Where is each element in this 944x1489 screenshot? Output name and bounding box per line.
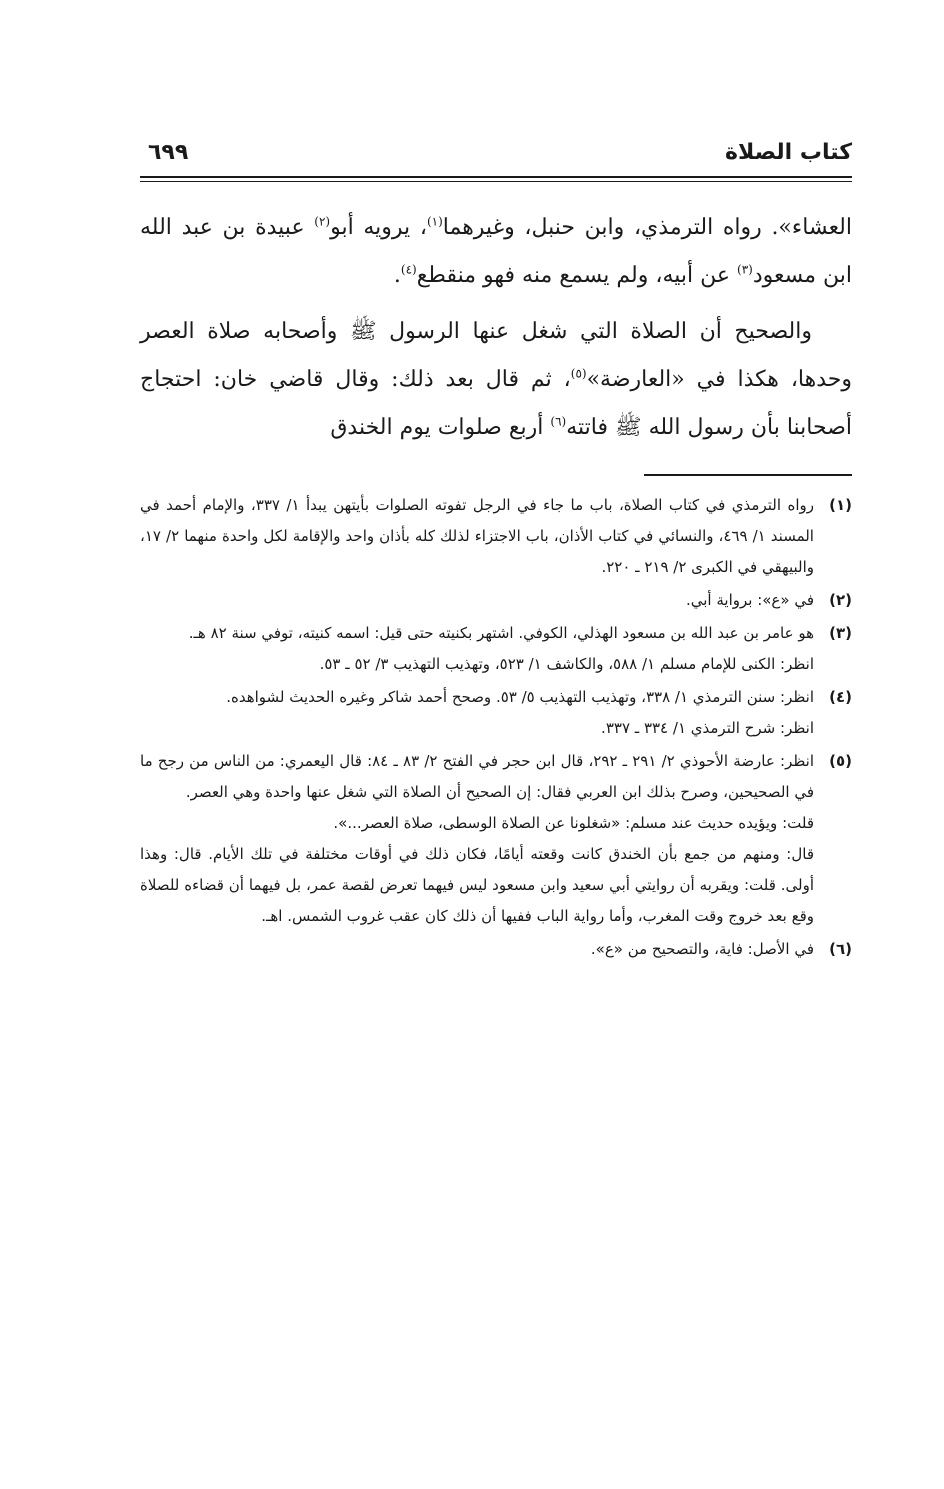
footnote-5 [140,746,852,932]
footnote-number: (١) [829,496,852,514]
text-segment: ، ثم قال بعد ذلك: وقال قاضي خان: احتجاج أصحابنا بأن رسول الله ﷺ فاتته [140,367,852,440]
footnote-ref-3[interactable]: (٣) [737,262,753,277]
text-segment: ، يرويه أبو [330,215,427,240]
footnote-number: (٢) [829,591,852,609]
text-segment: عبيدة بن عبد الله ابن مسعود [140,215,852,288]
footnote-number: (٥) [829,752,852,770]
footnote-number: (٤) [829,688,852,706]
footnote-text: هو عامر بن عبد الله بن مسعود الهذلي، الكوفي. اشتهر بكنيته حتى قيل: اسمه كنيته، توفي سنة ٨٢ هـ. [188,624,814,642]
paragraph-1 [140,204,852,300]
text-segment: أربع صلوات يوم الخندق [330,415,551,440]
main-text [140,204,852,452]
footnote-text: قلت: ويؤيده حديث عند مسلم: «شغلونا عن الصلاة الوسطى، صلاة العصر...». [333,814,814,832]
footnote-text: قال: ومنهم من جمع بأن الخندق كانت وقعته أيامًا، فكان ذلك في أوقات مختلفة في تلك الأيام. قال: وهذا أولى. قلت: ويقربه أن روايتي أبي سعيد وابن مسعود ليس فيهما تعرض لقصة عمر، بل فيهما أن قضاءه للصلاة وقع بعد خروج وقت المغرب، وأما رواية الباب ففيها أن ذلك كان عقب غروب الشمس. اهـ. [140,845,814,925]
footnotes [140,490,852,965]
footnote-text: انظر: شرح الترمذي ١/ ٣٣٤ ـ ٣٣٧. [601,719,814,737]
book-page [140,130,852,967]
page-number: ٦٩٩ [148,140,189,165]
footnote-text: رواه الترمذي في كتاب الصلاة، باب ما جاء في الرجل تفوته الصلوات بأيتهن يبدأ ١/ ٣٣٧، والإمام أحمد في المسند ١/ ٤٦٩، والنسائي في كتاب الأذان، باب الاجتزاء لذلك كله بأذان واحد والإقامة لكل واحدة منهما ٢/ ١٧، والبيهقي في الكبرى ٢/ ٢١٩ ـ ٢٢٠. [140,496,814,576]
footnote-1 [140,490,852,583]
footnote-text: في «ع»: برواية أبي. [685,591,814,609]
footnote-text: في الأصل: فاية، والتصحيح من «ع». [590,940,814,958]
footnote-4 [140,682,852,744]
footnote-ref-6[interactable]: (٦) [550,414,567,429]
chapter-title: كتاب الصلاة [725,140,852,165]
text-segment: العشاء». رواه الترمذي، وابن حنبل، وغيرهما [442,215,852,240]
footnote-text: انظر: عارضة الأحوذي ٢/ ٢٩١ ـ ٢٩٢، قال ابن حجر في الفتح ٢/ ٨٣ ـ ٨٤: قال اليعمري: من الناس من رجح ما في الصحيحين، وصرح بذلك ابن العربي فقال: إن الصحيح أن الصلاة التي شغل عنها واحدة وهي العصر. [140,752,814,801]
running-header [140,130,852,178]
text-segment: . [393,263,401,288]
footnote-3 [140,618,852,680]
text-segment: والصحيح أن الصلاة التي شغل عنها الرسول ﷺ وأصحابه صلاة العصر وحدها، هكذا في «العارضة» [140,319,852,392]
footnote-6 [140,934,852,965]
footnote-2 [140,585,852,616]
footnote-text: انظر: سنن الترمذي ١/ ٣٣٨، وتهذيب التهذيب ٥/ ٥٣. وصحح أحمد شاكر وغيره الحديث لشواهده. [226,688,814,706]
footnote-text: انظر: الكنى للإمام مسلم ١/ ٥٨٨، والكاشف ١/ ٥٢٣، وتهذيب التهذيب ٣/ ٥٢ ـ ٥٣. [319,655,814,673]
footnote-separator [644,474,852,476]
header-rule [140,176,852,182]
footnote-ref-1[interactable]: (١) [426,214,443,229]
footnote-ref-2[interactable]: (٢) [314,214,331,229]
footnote-ref-4[interactable]: (٤) [400,262,417,277]
footnote-ref-5[interactable]: (٥) [570,366,587,381]
footnote-number: (٦) [829,940,852,958]
footnote-number: (٣) [829,624,852,642]
paragraph-2 [140,308,852,452]
text-segment: عن أبيه، ولم يسمع منه فهو منقطع [416,263,737,288]
